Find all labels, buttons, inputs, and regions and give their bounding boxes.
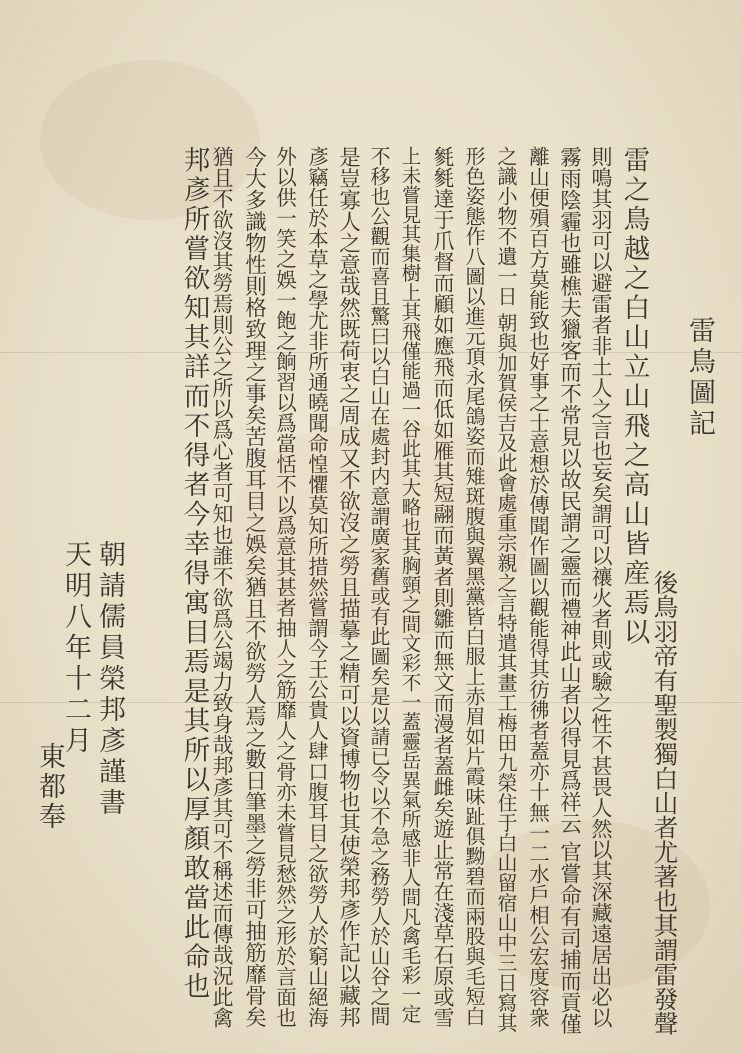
text-column: 霧雨陰霾也雖樵夫獵客而不常見以故民謂之靈而禮神此山者以得見爲祥云 官嘗命有司捕而貢僅 (556, 146, 582, 1035)
text-column: 之識小物不遺一日 朝與加賀侯吉及此會處重宗親之言特遣其畫工梅田九榮住于白山留宿山中三日寫其 (494, 146, 518, 1033)
text-column: 邦彥所嘗欲知其詳而不得者今幸得寓目焉是其所以厚顏敢當此命也 (178, 146, 210, 1002)
document-date: 天明八年十二月 (60, 540, 91, 757)
text-column: 不移也公觀而喜且驚曰以白山在處封内意謂廣家舊或有此圖矣是以請已令以不急之務勞人於山谷之間 (367, 146, 391, 1026)
document-title: 雷鳥圖記 (684, 316, 715, 440)
text-column: 毿毿達于爪督而顧如應飛而低如雁其短翮而黃者則雛而無文而漫者蓋雌矣遊止常在淺草石原或雪 (431, 146, 455, 1028)
text-column: 形色姿態作八圖以進元頂永尾鴿姿而雉斑腹與翼黑黨皆白服上赤眉如片霞味趾俱黝碧而兩股與毛短白 (462, 146, 486, 1026)
text-column: 後鳥羽帝有聖製獨白山者尤著也其謂雷發聲 (650, 570, 680, 1036)
author-origin: 東都奉 (34, 742, 65, 832)
text-column: 是豈寡人之意哉然既荷衷之周成又不欲沒之勞且描摹之精可以資博物也其使榮邦彥作記以藏邦 (335, 146, 361, 1028)
text-column: 雷之鳥越之白山立山飛之高山皆産焉以 (618, 146, 650, 648)
text-column: 彥竊任於本草之學尤非所通曉聞命惶懼莫知所措然嘗謂今王公貴人肆口腹耳目之欲勞人於窮山絕海 (304, 146, 329, 1028)
text-column: 上未嘗見其集樹上其飛僅能過一谷此其大略也其胸頸之間文彩不一蓋靈岳異氣所感非人間凡禽毛彩一定 (398, 146, 422, 1024)
text-column: 外以供一笑之娛一飽之餉習以爲當恬不以爲意其甚者抽人之筋靡人之骨亦未嘗見愁然之形於言面也 (272, 146, 297, 1028)
text-column: 離山便殞百方莫能致也好事之士意想於傳聞作圖以觀能得其彷彿者蓋亦十無一二水戶相公宏度容衆 (525, 146, 550, 1028)
text-column: 則鳴其羽可以避雷者非土人之言也妄矣謂可以禳火者則或驗之性不甚畏人然以其深藏遠居出必以 (589, 146, 613, 1028)
author-signature: 朝請儒員榮邦彥謹書 (94, 540, 125, 819)
text-column: 今大多識物性則格致理之事矣苦腹耳目之娛矣猶且不欲勞人焉之數日筆墨之勞非可抽筋靡骨矣 (241, 146, 267, 1028)
text-column: 猶且不欲沒其勞焉則公之所以爲心者可知也誰不欲爲公竭力致身哉邦彥其可不稱述而傳哉況此禽 (210, 146, 234, 1028)
